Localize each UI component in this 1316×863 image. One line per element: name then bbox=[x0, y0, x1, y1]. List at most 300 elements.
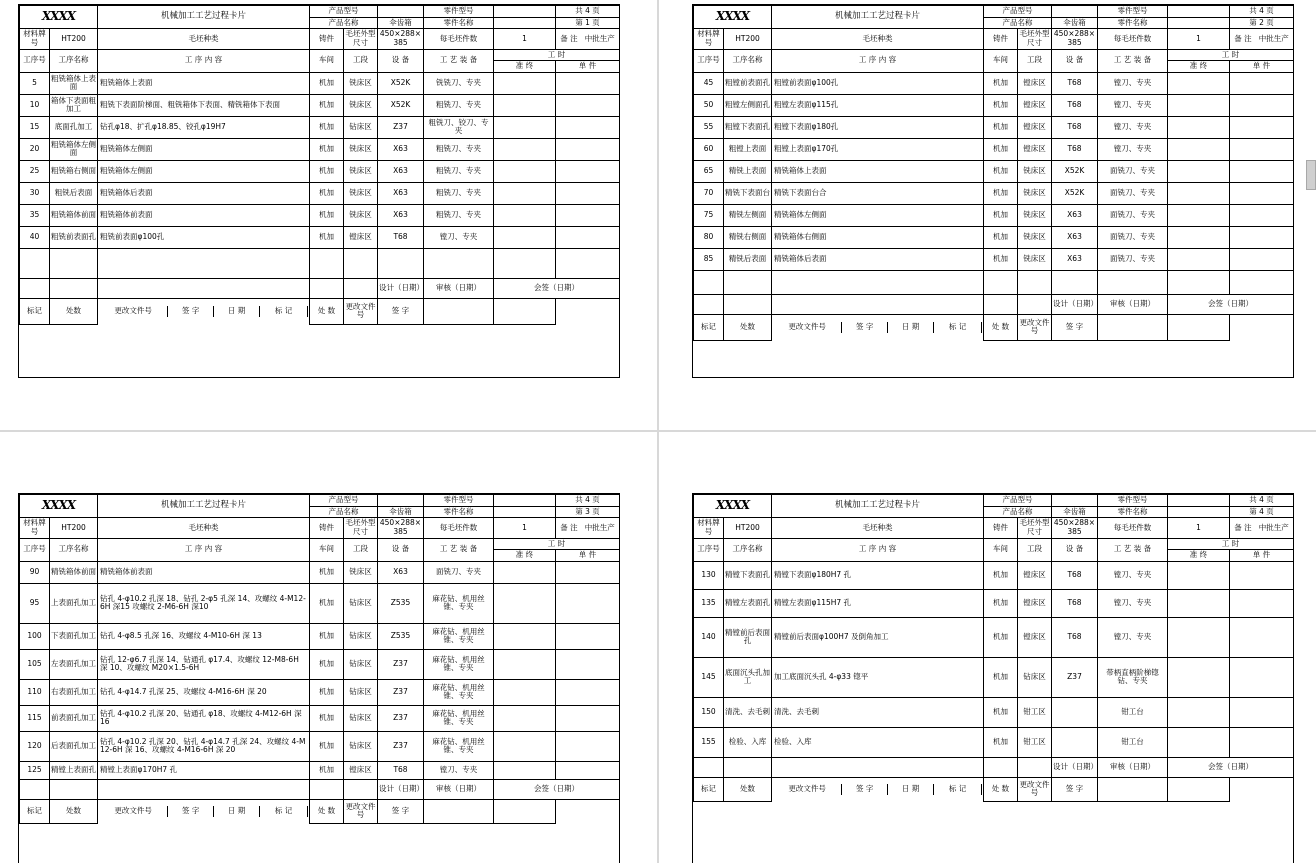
cell-tooling: 镗刀、专夹 bbox=[1098, 561, 1168, 589]
label-product-name: 产品名称 bbox=[984, 17, 1052, 29]
cell-workshop: 机加 bbox=[984, 138, 1018, 160]
label-mark: 标记 bbox=[20, 298, 50, 324]
value-product-name: 伞齿箱 bbox=[1052, 506, 1098, 518]
col-section: 工段 bbox=[1018, 49, 1052, 72]
cell-workshop: 机加 bbox=[310, 182, 344, 204]
cell-section: 镗床区 bbox=[1018, 72, 1052, 94]
label-change-doc-no2: 更改文件号 bbox=[1018, 777, 1052, 801]
cell-workshop: 机加 bbox=[310, 623, 344, 649]
cell-empty bbox=[556, 248, 620, 278]
cell-equipment: X52K bbox=[1052, 182, 1098, 204]
label-part-name: 零件名称 bbox=[424, 506, 494, 518]
label-change-doc-no2: 更改文件号 bbox=[344, 799, 378, 823]
col-man-hour: 工 时 bbox=[494, 49, 620, 61]
col-process-no: 工序号 bbox=[20, 49, 50, 72]
col-process-content: 工 序 内 容 bbox=[772, 49, 984, 72]
document-page-2 bbox=[658, 0, 1316, 431]
col-single-piece: 单 件 bbox=[556, 61, 620, 73]
cell-empty bbox=[1098, 777, 1168, 801]
company-logo: XXXX bbox=[20, 6, 98, 29]
label-part-model: 零件型号 bbox=[1098, 495, 1168, 507]
col-tooling: 工 艺 装 备 bbox=[424, 538, 494, 561]
cell-section: 铣床区 bbox=[1018, 182, 1052, 204]
cell-workshop: 机加 bbox=[984, 72, 1018, 94]
process-card-1 bbox=[18, 4, 620, 378]
cell-process-no: 55 bbox=[694, 116, 724, 138]
cell-single bbox=[1230, 248, 1294, 270]
cell-process-content: 粗铣下表面阶梯面、粗铣箱体下表面、精铣箱体下表面 bbox=[98, 94, 310, 116]
cell-empty bbox=[344, 278, 378, 298]
col-process-no: 工序号 bbox=[694, 49, 724, 72]
label-blank-type: 毛坯种类 bbox=[772, 518, 984, 538]
cell-empty bbox=[494, 248, 556, 278]
cell-empty bbox=[50, 779, 98, 799]
cell-empty bbox=[20, 248, 50, 278]
label-product-model: 产品型号 bbox=[310, 6, 378, 18]
col-man-hour: 工 时 bbox=[494, 538, 620, 550]
cell-process-no: 60 bbox=[694, 138, 724, 160]
cell-tooling: 粗铣刀、专夹 bbox=[424, 94, 494, 116]
vertical-scrollbar-thumb[interactable] bbox=[1306, 160, 1316, 190]
cell-process-content: 粗铣箱体后表面 bbox=[98, 182, 310, 204]
cell-process-no: 110 bbox=[20, 679, 50, 705]
value-blank-type: 铸件 bbox=[310, 29, 344, 49]
cell-tooling: 镗刀、专夹 bbox=[1098, 589, 1168, 617]
cell-section: 铣床区 bbox=[344, 160, 378, 182]
value-parts: 1 bbox=[494, 29, 556, 49]
cell-prep bbox=[1168, 727, 1230, 757]
cell-empty bbox=[98, 278, 310, 298]
process-card-3 bbox=[18, 493, 620, 863]
label-part-model: 零件型号 bbox=[424, 495, 494, 507]
cell-empty bbox=[1168, 314, 1230, 340]
value-product-name: 伞齿箱 bbox=[378, 506, 424, 518]
cell-single bbox=[1230, 617, 1294, 657]
label-mark2: 标 记 bbox=[260, 806, 308, 817]
cell-workshop: 机加 bbox=[984, 561, 1018, 589]
cell-tooling: 镗刀、专夹 bbox=[1098, 617, 1168, 657]
value-product-model bbox=[378, 6, 424, 18]
form-title: 机械加工工艺过程卡片 bbox=[98, 495, 310, 518]
cell-equipment: Z37 bbox=[1052, 657, 1098, 697]
label-date: 日 期 bbox=[214, 806, 260, 817]
col-process-no: 工序号 bbox=[20, 538, 50, 561]
cell-workshop: 机加 bbox=[984, 116, 1018, 138]
cell-empty bbox=[20, 278, 50, 298]
value-parts: 1 bbox=[494, 518, 556, 538]
cell-process-content: 钻孔 12-φ6.7 孔深 14、钻通孔 φ17.4、攻螺纹 12-M8-6H 深 10、攻螺纹 M20×1.5-6H bbox=[98, 649, 310, 679]
label-blank-size: 毛坯外型尺寸 bbox=[1018, 29, 1052, 49]
cell-process-no: 145 bbox=[694, 657, 724, 697]
signature-subrow bbox=[772, 777, 984, 801]
cell-equipment: X63 bbox=[1052, 204, 1098, 226]
col-single-piece: 单 件 bbox=[1230, 550, 1294, 562]
label-material: 材料牌号 bbox=[20, 29, 50, 49]
cell-process-content: 粗镗上表面φ170孔 bbox=[772, 138, 984, 160]
label-sign: 签 字 bbox=[168, 806, 214, 817]
cell-tooling: 镗刀、专夹 bbox=[1098, 94, 1168, 116]
form-title: 机械加工工艺过程卡片 bbox=[772, 6, 984, 29]
cell-section: 钻床区 bbox=[344, 705, 378, 731]
cell-single bbox=[556, 731, 620, 761]
value-part-name bbox=[1168, 506, 1230, 518]
value-blank-type: 铸件 bbox=[984, 518, 1018, 538]
label-sign: 签 字 bbox=[168, 306, 214, 317]
cell-single bbox=[556, 561, 620, 583]
cell-section: 钻床区 bbox=[344, 623, 378, 649]
cell-workshop: 机加 bbox=[984, 226, 1018, 248]
cell-equipment: X63 bbox=[1052, 226, 1098, 248]
cell-tooling: 麻花钻、机用丝锥、专夹 bbox=[424, 623, 494, 649]
label-count: 处数 bbox=[724, 314, 772, 340]
cell-prep bbox=[1168, 617, 1230, 657]
cell-prep bbox=[494, 623, 556, 649]
label-count2: 处 数 bbox=[984, 777, 1018, 801]
cell-single bbox=[556, 679, 620, 705]
cell-tooling: 麻花钻、机用丝锥、专夹 bbox=[424, 705, 494, 731]
process-card-table-3 bbox=[19, 494, 620, 824]
cell-prep bbox=[1168, 226, 1230, 248]
cell-prep bbox=[494, 160, 556, 182]
cell-prep bbox=[1168, 657, 1230, 697]
cell-tooling: 粗铣刀、专夹 bbox=[424, 160, 494, 182]
cell-empty bbox=[310, 248, 344, 278]
cell-process-content: 粗镗前表面φ100孔 bbox=[772, 72, 984, 94]
cell-workshop: 机加 bbox=[310, 679, 344, 705]
label-count: 处数 bbox=[50, 799, 98, 823]
label-change-doc-no: 更改文件号 bbox=[773, 322, 842, 333]
cell-tooling: 麻花钻、机用丝锥、专夹 bbox=[424, 679, 494, 705]
col-section: 工段 bbox=[1018, 538, 1052, 561]
cell-workshop: 机加 bbox=[310, 226, 344, 248]
cell-equipment: Z37 bbox=[378, 116, 424, 138]
cell-equipment: X52K bbox=[378, 72, 424, 94]
document-page-1 bbox=[0, 0, 658, 431]
col-process-content: 工 序 内 容 bbox=[98, 49, 310, 72]
col-workshop: 车间 bbox=[310, 538, 344, 561]
label-design-date: 设计（日期） bbox=[1052, 294, 1098, 314]
label-total-pages: 共 4 页 bbox=[1230, 495, 1294, 507]
cell-process-name: 检验、入库 bbox=[724, 727, 772, 757]
cell-equipment: Z535 bbox=[378, 583, 424, 623]
label-mark: 标记 bbox=[694, 314, 724, 340]
cell-process-no: 15 bbox=[20, 116, 50, 138]
cell-empty bbox=[694, 757, 724, 777]
cell-equipment: T68 bbox=[1052, 138, 1098, 160]
label-sign2: 签 字 bbox=[378, 799, 424, 823]
cell-process-content: 钻孔 4-φ10.2 孔深 20、钻通孔 φ18、攻螺纹 4-M12-6H 深 16 bbox=[98, 705, 310, 731]
label-review-date: 审核（日期） bbox=[424, 278, 494, 298]
cell-empty bbox=[1018, 294, 1052, 314]
label-count2: 处 数 bbox=[984, 314, 1018, 340]
label-sign2: 签 字 bbox=[1052, 314, 1098, 340]
col-equipment: 设 备 bbox=[378, 538, 424, 561]
value-product-model bbox=[1052, 495, 1098, 507]
page-number-4: 第 4 页 bbox=[1230, 506, 1294, 518]
cell-process-content: 粗铣箱体左侧面 bbox=[98, 160, 310, 182]
cell-single bbox=[556, 72, 620, 94]
cell-process-name: 箱体下表面粗加工 bbox=[50, 94, 98, 116]
cell-section: 镗床区 bbox=[1018, 138, 1052, 160]
cell-process-content: 精镗左表面φ115H7 孔 bbox=[772, 589, 984, 617]
cell-empty bbox=[1098, 270, 1168, 294]
cell-empty bbox=[494, 799, 556, 823]
label-mark2: 标 记 bbox=[934, 784, 982, 795]
cell-tooling: 粗铣刀、专夹 bbox=[424, 138, 494, 160]
cell-process-content: 精铣下表面台合 bbox=[772, 182, 984, 204]
cell-process-content: 粗镗下表面φ180孔 bbox=[772, 116, 984, 138]
cell-prep bbox=[1168, 182, 1230, 204]
cell-prep bbox=[1168, 589, 1230, 617]
cell-empty bbox=[310, 779, 344, 799]
cell-process-no: 30 bbox=[20, 182, 50, 204]
cell-empty bbox=[984, 294, 1018, 314]
label-material: 材料牌号 bbox=[694, 518, 724, 538]
label-design-date: 设计（日期） bbox=[1052, 757, 1098, 777]
cell-single bbox=[1230, 94, 1294, 116]
label-product-model: 产品型号 bbox=[984, 6, 1052, 18]
cell-section: 钻床区 bbox=[1018, 657, 1052, 697]
cell-single bbox=[1230, 561, 1294, 589]
label-date: 日 期 bbox=[888, 784, 934, 795]
cell-prep bbox=[494, 72, 556, 94]
label-total-pages: 共 4 页 bbox=[1230, 6, 1294, 18]
cell-single bbox=[556, 116, 620, 138]
cell-single bbox=[1230, 116, 1294, 138]
cell-empty bbox=[424, 298, 494, 324]
label-sign: 签 字 bbox=[842, 322, 888, 333]
cell-process-name: 精铣箱体前面 bbox=[50, 561, 98, 583]
signature-subrow bbox=[772, 314, 984, 340]
cell-section: 铣床区 bbox=[1018, 204, 1052, 226]
cell-process-content: 粗铣前表面φ100孔 bbox=[98, 226, 310, 248]
cell-section: 钳工区 bbox=[1018, 697, 1052, 727]
label-review-date: 审核（日期） bbox=[1098, 294, 1168, 314]
cell-equipment: X63 bbox=[378, 204, 424, 226]
cell-prep bbox=[1168, 697, 1230, 727]
cell-process-no: 70 bbox=[694, 182, 724, 204]
label-change-doc-no: 更改文件号 bbox=[99, 806, 168, 817]
cell-prep bbox=[494, 679, 556, 705]
cell-process-no: 90 bbox=[20, 561, 50, 583]
process-card-4 bbox=[692, 493, 1294, 863]
cell-single bbox=[556, 705, 620, 731]
cell-empty bbox=[50, 278, 98, 298]
cell-process-name: 精镗上表面孔 bbox=[50, 761, 98, 779]
cell-tooling: 面铣刀、专夹 bbox=[1098, 248, 1168, 270]
cell-process-content: 钻孔 4-φ10.2 孔深 18、钻孔 2-φ5 孔深 14、攻螺纹 4-M12-6H 深15 攻螺纹 2-M6-6H 深10 bbox=[98, 583, 310, 623]
cell-process-no: 65 bbox=[694, 160, 724, 182]
cell-workshop: 机加 bbox=[984, 617, 1018, 657]
cell-process-content: 钻孔 4-φ10.2 孔深 20、钻孔 4-φ14.7 孔深 24、攻螺纹 4-M12-6H 深 16、攻螺纹 4-M16-6H 深 20 bbox=[98, 731, 310, 761]
label-product-name: 产品名称 bbox=[984, 506, 1052, 518]
cell-empty bbox=[1052, 270, 1098, 294]
cell-empty bbox=[1230, 270, 1294, 294]
cell-empty bbox=[1018, 270, 1052, 294]
cell-process-content: 粗铣箱体上表面 bbox=[98, 72, 310, 94]
value-blank-size: 450×288×385 bbox=[1052, 29, 1098, 49]
cell-process-content: 钻孔 4-φ8.5 孔深 16、攻螺纹 4-M10-6H 深 13 bbox=[98, 623, 310, 649]
cell-process-name: 精镗下表面孔 bbox=[724, 561, 772, 589]
cell-empty bbox=[772, 757, 984, 777]
value-blank-type: 铸件 bbox=[310, 518, 344, 538]
col-prep-end: 准 终 bbox=[1168, 550, 1230, 562]
label-approve-date: 会签（日期） bbox=[494, 779, 620, 799]
cell-tooling: 钳工台 bbox=[1098, 727, 1168, 757]
cell-workshop: 机加 bbox=[310, 138, 344, 160]
cell-section: 钻床区 bbox=[344, 679, 378, 705]
cell-equipment: Z37 bbox=[378, 679, 424, 705]
cell-equipment bbox=[1052, 697, 1098, 727]
cell-process-content: 精铣箱体后表面 bbox=[772, 248, 984, 270]
value-part-model bbox=[494, 6, 556, 18]
cell-section: 铣床区 bbox=[344, 138, 378, 160]
col-process-no: 工序号 bbox=[694, 538, 724, 561]
cell-empty bbox=[724, 270, 772, 294]
label-change-doc-no: 更改文件号 bbox=[773, 784, 842, 795]
cell-process-no: 125 bbox=[20, 761, 50, 779]
cell-workshop: 机加 bbox=[984, 589, 1018, 617]
cell-tooling: 麻花钻、机用丝锥、专夹 bbox=[424, 649, 494, 679]
cell-process-no: 10 bbox=[20, 94, 50, 116]
cell-tooling: 带柄直柄阶梯锪钻、专夹 bbox=[1098, 657, 1168, 697]
cell-process-no: 105 bbox=[20, 649, 50, 679]
cell-process-name: 精镗左表面孔 bbox=[724, 589, 772, 617]
cell-process-name: 粗镗上表面 bbox=[724, 138, 772, 160]
cell-empty bbox=[694, 294, 724, 314]
cell-workshop: 机加 bbox=[984, 94, 1018, 116]
label-part-name: 零件名称 bbox=[424, 17, 494, 29]
cell-prep bbox=[1168, 204, 1230, 226]
cell-process-no: 85 bbox=[694, 248, 724, 270]
cell-process-content: 精镗下表面φ180H7 孔 bbox=[772, 561, 984, 589]
cell-process-no: 40 bbox=[20, 226, 50, 248]
label-sign: 签 字 bbox=[842, 784, 888, 795]
page-gap-vertical bbox=[657, 0, 659, 863]
label-design-date: 设计（日期） bbox=[378, 779, 424, 799]
cell-section: 钳工区 bbox=[1018, 727, 1052, 757]
cell-process-name: 右表面孔加工 bbox=[50, 679, 98, 705]
cell-process-no: 35 bbox=[20, 204, 50, 226]
cell-equipment: T68 bbox=[1052, 617, 1098, 657]
cell-process-name: 粗铣箱体上表面 bbox=[50, 72, 98, 94]
cell-process-name: 前表面孔加工 bbox=[50, 705, 98, 731]
cell-section: 镗床区 bbox=[1018, 94, 1052, 116]
cell-tooling: 粗铣刀、专夹 bbox=[424, 204, 494, 226]
value-material: HT200 bbox=[50, 29, 98, 49]
cell-workshop: 机加 bbox=[984, 697, 1018, 727]
col-workshop: 车间 bbox=[984, 49, 1018, 72]
label-total-pages: 共 4 页 bbox=[556, 6, 620, 18]
value-blank-size: 450×288×385 bbox=[378, 518, 424, 538]
cell-workshop: 机加 bbox=[310, 705, 344, 731]
cell-process-no: 80 bbox=[694, 226, 724, 248]
cell-empty bbox=[1018, 757, 1052, 777]
cell-single bbox=[556, 761, 620, 779]
label-total-pages: 共 4 页 bbox=[556, 495, 620, 507]
value-product-model bbox=[1052, 6, 1098, 18]
cell-process-content: 精铣箱体上表面 bbox=[772, 160, 984, 182]
cell-prep bbox=[494, 204, 556, 226]
label-count2: 处 数 bbox=[310, 298, 344, 324]
label-change-doc-no2: 更改文件号 bbox=[1018, 314, 1052, 340]
value-part-model bbox=[494, 495, 556, 507]
cell-workshop: 机加 bbox=[310, 160, 344, 182]
col-tooling: 工 艺 装 备 bbox=[1098, 49, 1168, 72]
col-single-piece: 单 件 bbox=[556, 550, 620, 562]
label-blank-type: 毛坯种类 bbox=[98, 518, 310, 538]
label-approve-date: 会签（日期） bbox=[1168, 294, 1294, 314]
cell-process-no: 45 bbox=[694, 72, 724, 94]
cell-tooling: 镗刀、专夹 bbox=[1098, 116, 1168, 138]
cell-workshop: 机加 bbox=[310, 94, 344, 116]
col-prep-end: 准 终 bbox=[494, 550, 556, 562]
label-product-name: 产品名称 bbox=[310, 17, 378, 29]
cell-tooling: 面铣刀、专夹 bbox=[424, 561, 494, 583]
cell-tooling: 面铣刀、专夹 bbox=[1098, 160, 1168, 182]
cell-process-no: 25 bbox=[20, 160, 50, 182]
cell-prep bbox=[494, 226, 556, 248]
cell-workshop: 机加 bbox=[984, 248, 1018, 270]
col-process-name: 工序名称 bbox=[724, 49, 772, 72]
col-prep-end: 准 终 bbox=[1168, 61, 1230, 73]
process-card-2 bbox=[692, 4, 1294, 378]
cell-single bbox=[1230, 697, 1294, 727]
cell-process-name: 粗铣箱右侧面 bbox=[50, 160, 98, 182]
cell-prep bbox=[1168, 248, 1230, 270]
cell-prep bbox=[1168, 94, 1230, 116]
value-material: HT200 bbox=[724, 518, 772, 538]
cell-empty bbox=[310, 278, 344, 298]
company-logo: XXXX bbox=[694, 6, 772, 29]
col-workshop: 车间 bbox=[310, 49, 344, 72]
col-equipment: 设 备 bbox=[1052, 49, 1098, 72]
cell-section: 铣床区 bbox=[1018, 248, 1052, 270]
cell-empty bbox=[724, 294, 772, 314]
cell-empty bbox=[694, 270, 724, 294]
cell-process-name: 粗铣箱体前面 bbox=[50, 204, 98, 226]
label-blank-size: 毛坯外型尺寸 bbox=[344, 29, 378, 49]
cell-tooling: 铣铣刀、专夹 bbox=[424, 72, 494, 94]
cell-workshop: 机加 bbox=[310, 561, 344, 583]
cell-empty bbox=[98, 248, 310, 278]
value-blank-type: 铸件 bbox=[984, 29, 1018, 49]
value-parts: 1 bbox=[1168, 518, 1230, 538]
cell-single bbox=[1230, 160, 1294, 182]
value-part-name bbox=[494, 17, 556, 29]
label-blank-per-part: 每毛坯件数 bbox=[1098, 518, 1168, 538]
form-title: 机械加工工艺过程卡片 bbox=[772, 495, 984, 518]
cell-process-name: 粗铣后表面 bbox=[50, 182, 98, 204]
label-part-name: 零件名称 bbox=[1098, 17, 1168, 29]
label-sign2: 签 字 bbox=[1052, 777, 1098, 801]
cell-equipment: Z535 bbox=[378, 623, 424, 649]
cell-workshop: 机加 bbox=[310, 72, 344, 94]
cell-prep bbox=[1168, 138, 1230, 160]
label-blank-per-part: 每毛坯件数 bbox=[1098, 29, 1168, 49]
cell-empty bbox=[724, 757, 772, 777]
cell-single bbox=[1230, 182, 1294, 204]
cell-process-no: 100 bbox=[20, 623, 50, 649]
cell-process-content: 精铣箱体右侧面 bbox=[772, 226, 984, 248]
cell-equipment: Z37 bbox=[378, 705, 424, 731]
cell-workshop: 机加 bbox=[310, 204, 344, 226]
cell-process-content: 精铣箱体前表面 bbox=[98, 561, 310, 583]
cell-workshop: 机加 bbox=[984, 160, 1018, 182]
cell-equipment: T68 bbox=[1052, 94, 1098, 116]
label-approve-date: 会签（日期） bbox=[1168, 757, 1294, 777]
cell-equipment bbox=[1052, 727, 1098, 757]
